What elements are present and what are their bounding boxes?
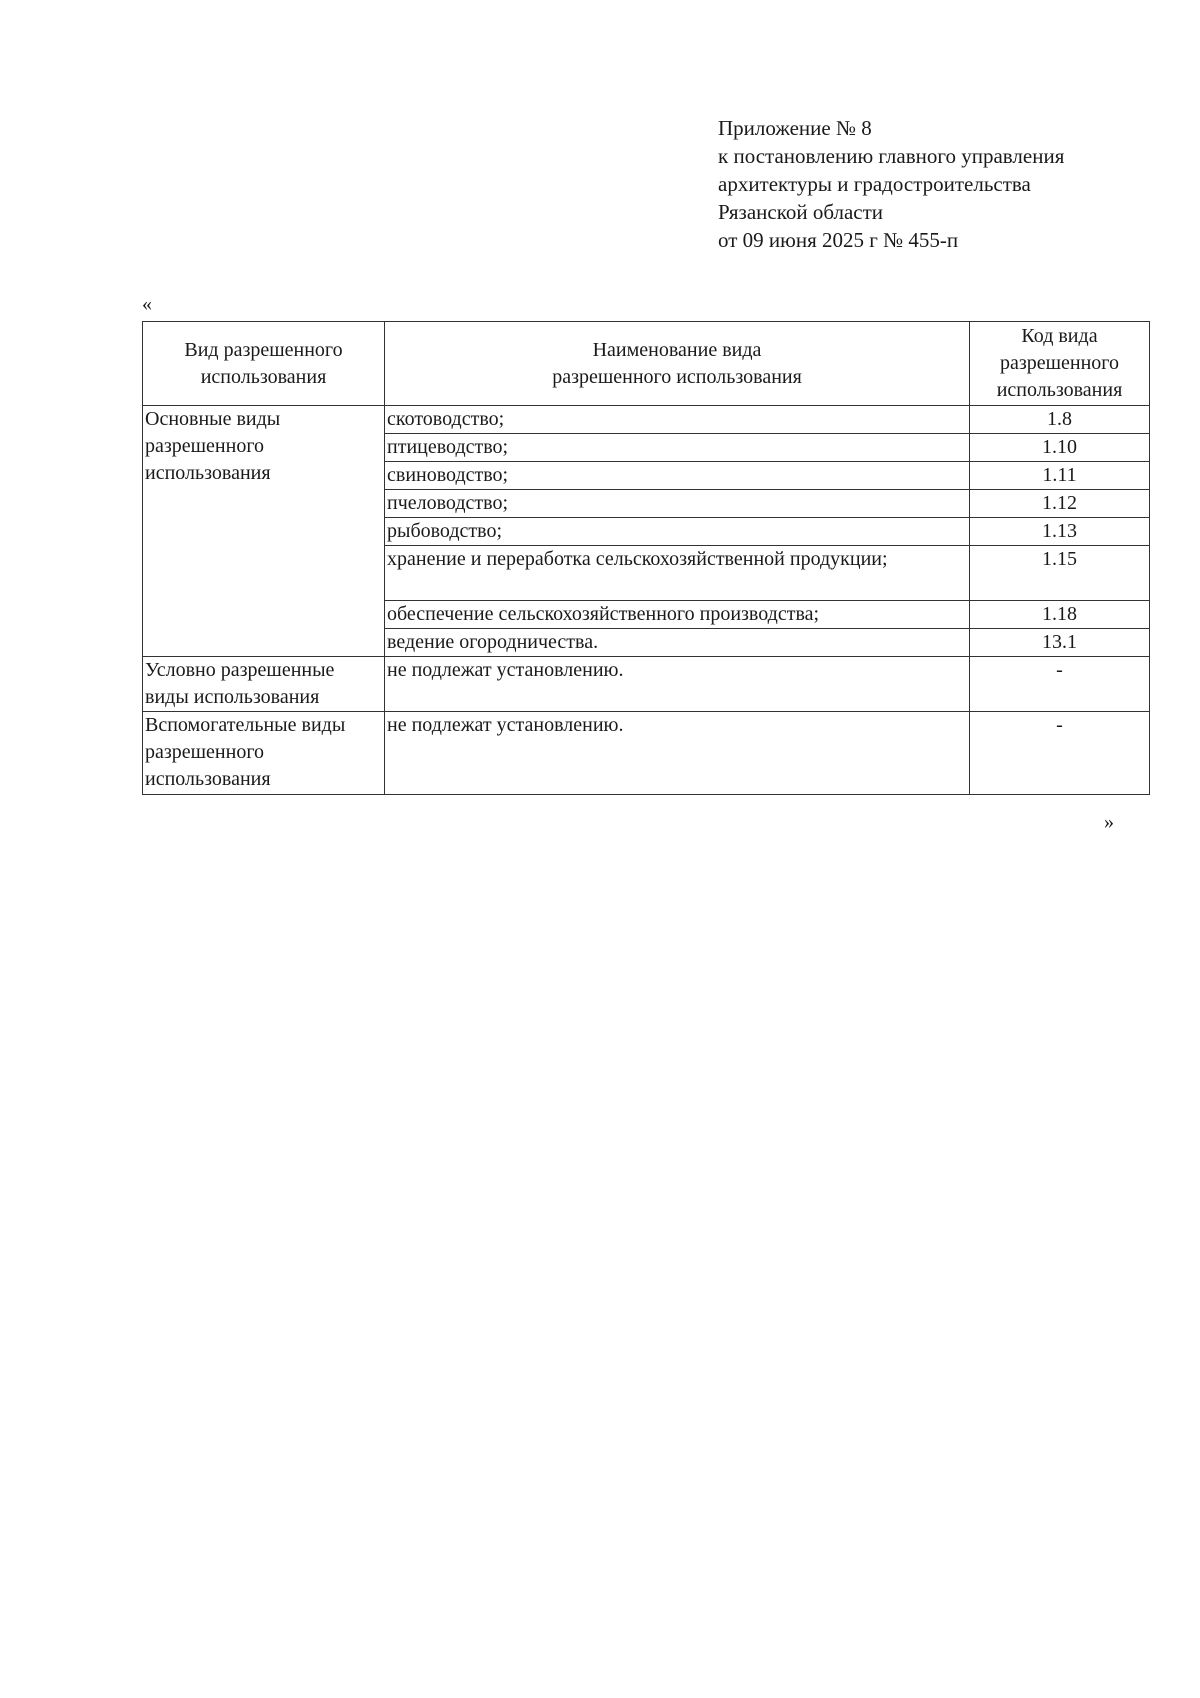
- use-code-cell: 1.8: [970, 406, 1150, 434]
- use-code-cell: 1.15: [970, 546, 1150, 601]
- appendix-ref-line: Рязанской области: [718, 200, 884, 224]
- use-name-cell: пчеловодство;: [385, 490, 970, 518]
- table-row: [143, 406, 1150, 434]
- use-code-cell: 1.18: [970, 601, 1150, 629]
- table-header-row: [143, 322, 1150, 406]
- use-name-cell: скотоводство;: [385, 406, 970, 434]
- appendix-date-number: от 09 июня 2025 г № 455-п: [718, 228, 959, 252]
- column-header-use-code: Код вида разрешенного использования: [970, 322, 1150, 406]
- use-code-cell: -: [970, 657, 1150, 712]
- use-code-cell: 1.12: [970, 490, 1150, 518]
- use-name-cell: не подлежат установлению.: [385, 712, 970, 795]
- use-name-cell: рыбоводство;: [385, 518, 970, 546]
- use-name-cell: не подлежат установлению.: [385, 657, 970, 712]
- table-row: [143, 657, 1150, 712]
- opening-quote: «: [142, 293, 152, 315]
- permitted-use-table: [142, 321, 1150, 795]
- appendix-ref-line: архитектуры и градостроительства: [718, 172, 1031, 196]
- group-label-conditional: Условно разрешенные виды использования: [143, 657, 385, 712]
- column-header-use-name: Наименование вида разрешенного использования: [385, 322, 970, 406]
- use-code-cell: 13.1: [970, 629, 1150, 657]
- appendix-ref-line: к постановлению главного управления: [718, 144, 1065, 168]
- use-name-cell: обеспечение сельскохозяйственного производства;: [385, 601, 970, 629]
- group-label-main: Основные виды разрешенного использования: [143, 406, 385, 657]
- group-label-auxiliary: Вспомогательные виды разрешенного использования: [143, 712, 385, 795]
- use-name-cell: птицеводство;: [385, 434, 970, 462]
- appendix-title: Приложение № 8: [718, 116, 872, 140]
- column-header-use-type: Вид разрешенного использования: [143, 322, 385, 406]
- use-code-cell: -: [970, 712, 1150, 795]
- use-name-cell: свиноводство;: [385, 462, 970, 490]
- use-name-cell: хранение и переработка сельскохозяйственной продукции;: [385, 546, 970, 601]
- use-code-cell: 1.11: [970, 462, 1150, 490]
- use-name-cell: ведение огородничества.: [385, 629, 970, 657]
- use-code-cell: 1.10: [970, 434, 1150, 462]
- use-code-cell: 1.13: [970, 518, 1150, 546]
- table-row: [143, 712, 1150, 795]
- closing-quote: »: [1104, 811, 1114, 833]
- appendix-header: [718, 114, 1158, 254]
